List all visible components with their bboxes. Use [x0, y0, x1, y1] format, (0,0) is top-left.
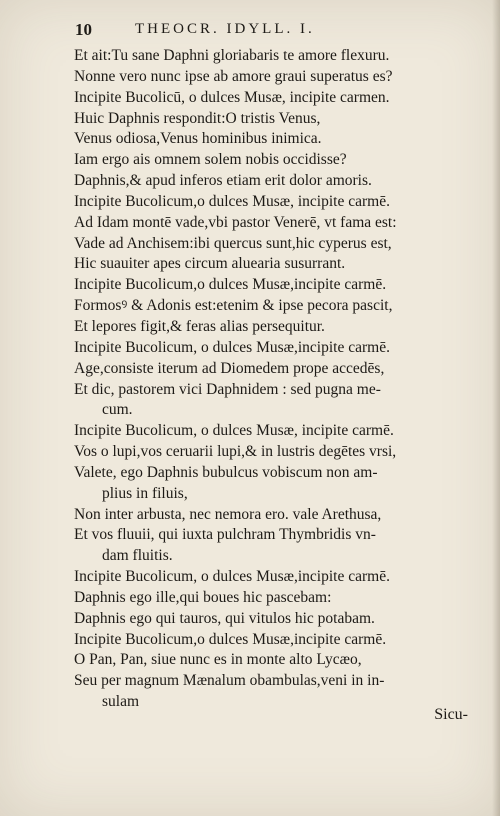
text-line: Seu per magnum Mænalum obambulas,veni in in-: [74, 672, 385, 690]
text-line: Valete, ego Daphnis bubulcus vobiscum non am-: [74, 463, 378, 481]
text-line: Incipite Bucolicum, o dulces Musæ,incipite carmē.: [74, 338, 390, 356]
text-line: O Pan, Pan, siue nunc es in monte alto Lycæo,: [74, 651, 362, 669]
text-line: Incipite Bucolicū, o dulces Musæ, incipite carmen.: [74, 88, 390, 106]
text-line: Incipite Bucolicum,o dulces Musæ, incipite carmē.: [74, 192, 390, 210]
running-head: [75, 20, 475, 44]
catchword: Sicu-: [434, 706, 468, 723]
text-line: Daphnis ego qui tauros, qui vitulos hic potabam.: [74, 609, 375, 627]
text-line: Vos o lupi,vos ceruarii lupi,& in lustris degētes vrsi,: [74, 443, 397, 461]
text-line: Ad Idam montē vade,vbi pastor Venerē, vt fama est:: [74, 213, 397, 231]
text-line: Incipite Bucolicum, o dulces Musæ,incipite carmē.: [74, 568, 390, 586]
text-line: Huic Daphnis respondit:O tristis Venus,: [74, 109, 321, 127]
text-line: dam fluitis.: [102, 547, 173, 565]
poem-text-block: [74, 46, 474, 713]
text-line: Et vos fluuii, qui iuxta pulchram Thymbridis vn-: [74, 526, 376, 544]
text-line: Hic suauiter apes circum aluearia susurrant.: [74, 255, 346, 273]
text-line: Et lepores figit,& feras alias persequitur.: [74, 317, 325, 335]
text-line: Non inter arbusta, nec nemora ero. vale Arethusa,: [74, 505, 382, 523]
text-line: Iam ergo ais omnem solem nobis occidisse?: [74, 151, 347, 169]
text-line: Incipite Bucolicum,o dulces Musæ,incipite carmē.: [74, 276, 387, 294]
text-line: Et dic, pastorem vici Daphnidem : sed pugna me-: [74, 380, 381, 398]
text-line: Daphnis,& apud inferos etiam erit dolor amoris.: [74, 172, 372, 190]
text-line: Vade ad Anchisem:ibi quercus sunt,hic cyperus est,: [74, 234, 392, 252]
text-line: plius in filuis,: [102, 484, 188, 502]
text-line: sulam: [102, 693, 140, 711]
text-line: Age,consiste iterum ad Diomedem prope accedēs,: [74, 359, 385, 377]
page-number: 10: [75, 20, 92, 39]
text-line: Nonne vero nunc ipse ab amore graui superatus es?: [74, 67, 393, 85]
text-line: Formosꝰ & Adonis est:etenim & ipse pecora pascit,: [74, 297, 393, 315]
running-title: THEOCR. IDYLL. I.: [135, 21, 315, 37]
text-line: cum.: [102, 401, 133, 419]
text-line: Et ait:Tu sane Daphni gloriabaris te amore flexuru.: [74, 47, 390, 64]
text-line: Daphnis ego ille,qui boues hic pascebam:: [74, 588, 332, 606]
text-line: Incipite Bucolicum, o dulces Musæ, incipite carmē.: [74, 422, 394, 440]
text-line: Venus odiosa,Venus hominibus inimica.: [74, 130, 322, 148]
text-line: Incipite Bucolicum,o dulces Musæ,incipite carmē.: [74, 630, 387, 648]
